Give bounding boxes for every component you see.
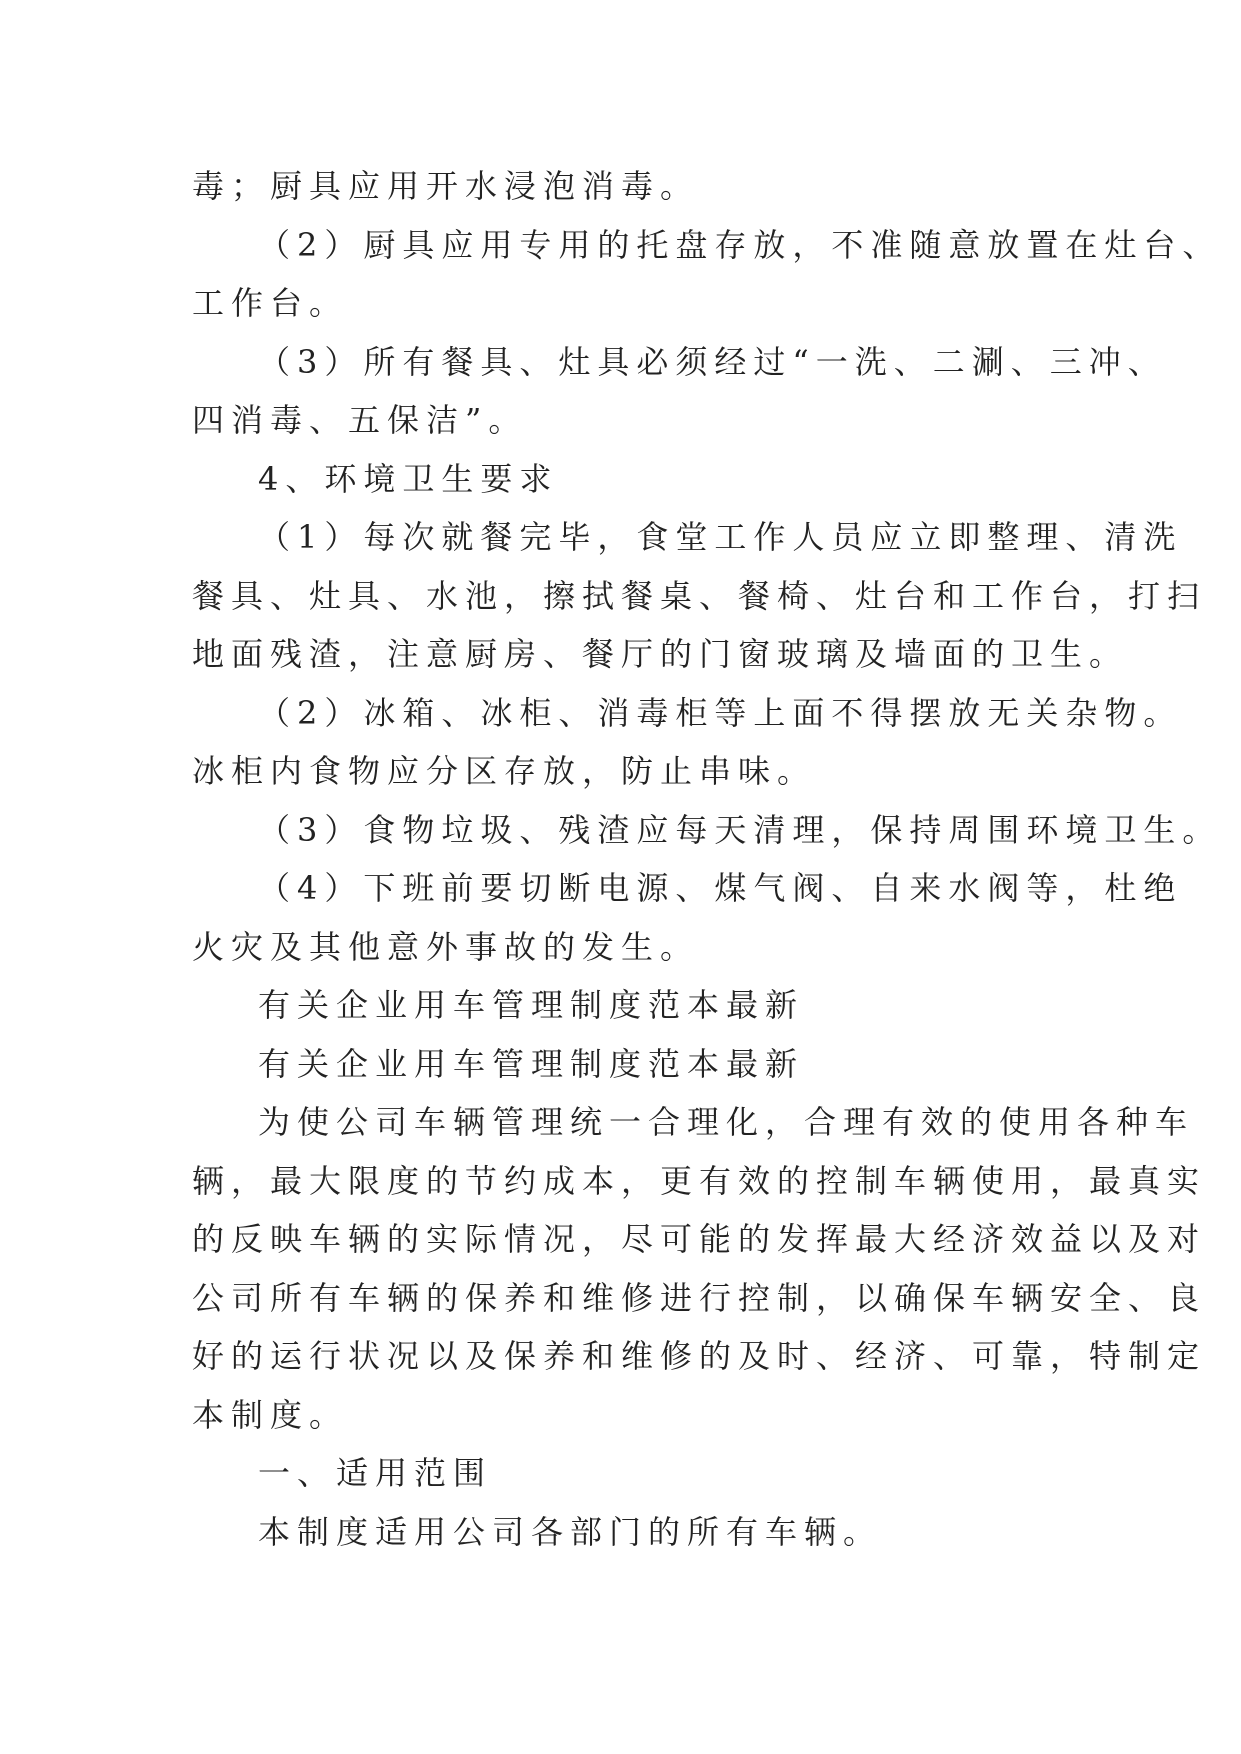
text-line: 本制度适用公司各部门的所有车辆。 bbox=[258, 1512, 883, 1551]
text-line: 毒；厨具应用开水浸泡消毒。 bbox=[192, 167, 700, 205]
text-line: （4）下班前要切断电源、煤气阀、自来水阀等，杜绝 bbox=[258, 869, 1183, 907]
text-line: 的反映车辆的实际情况，尽可能的发挥最大经济效益以及对 bbox=[192, 1220, 1207, 1258]
text-line: （2）厨具应用专用的托盘存放，不准随意放置在灶台、 bbox=[258, 225, 1222, 264]
text-line: 餐具、灶具、水池，擦拭餐桌、餐椅、灶台和工作台，打扫 bbox=[192, 576, 1207, 615]
document-title: 有关企业用车管理制度范本最新 bbox=[258, 986, 805, 1024]
text-line: （3）食物垃圾、残渣应每天清理，保持周围环境卫生。 bbox=[258, 810, 1222, 849]
text-line: （2）冰箱、冰柜、消毒柜等上面不得摆放无关杂物。 bbox=[258, 693, 1183, 732]
document-body bbox=[192, 157, 1222, 1561]
text-line: 本制度。 bbox=[192, 1395, 349, 1434]
text-line: （1）每次就餐完毕，食堂工作人员应立即整理、清洗 bbox=[258, 518, 1183, 556]
text-line: 公司所有车辆的保养和维修进行控制，以确保车辆安全、良 bbox=[192, 1278, 1207, 1317]
text-line: 四消毒、五保洁”。 bbox=[192, 401, 528, 439]
document-title: 有关企业用车管理制度范本最新 bbox=[258, 1044, 805, 1083]
section-heading: 一、适用范围 bbox=[258, 1454, 493, 1492]
section-heading: 4、环境卫生要求 bbox=[258, 459, 559, 498]
text-line: 工作台。 bbox=[192, 284, 349, 322]
text-line: （3）所有餐具、灶具必须经过“一洗、二涮、三冲、 bbox=[258, 342, 1167, 381]
text-line: 辆，最大限度的节约成本，更有效的控制车辆使用，最真实 bbox=[192, 1161, 1207, 1200]
text-line: 火灾及其他意外事故的发生。 bbox=[192, 927, 700, 966]
text-line: 为使公司车辆管理统一合理化，合理有效的使用各种车 bbox=[258, 1103, 1195, 1141]
text-line: 好的运行状况以及保养和维修的及时、经济、可靠，特制定 bbox=[192, 1337, 1207, 1375]
text-line: 冰柜内食物应分区存放，防止串味。 bbox=[192, 752, 817, 790]
text-line: 地面残渣，注意厨房、餐厅的门窗玻璃及墙面的卫生。 bbox=[192, 635, 1129, 673]
